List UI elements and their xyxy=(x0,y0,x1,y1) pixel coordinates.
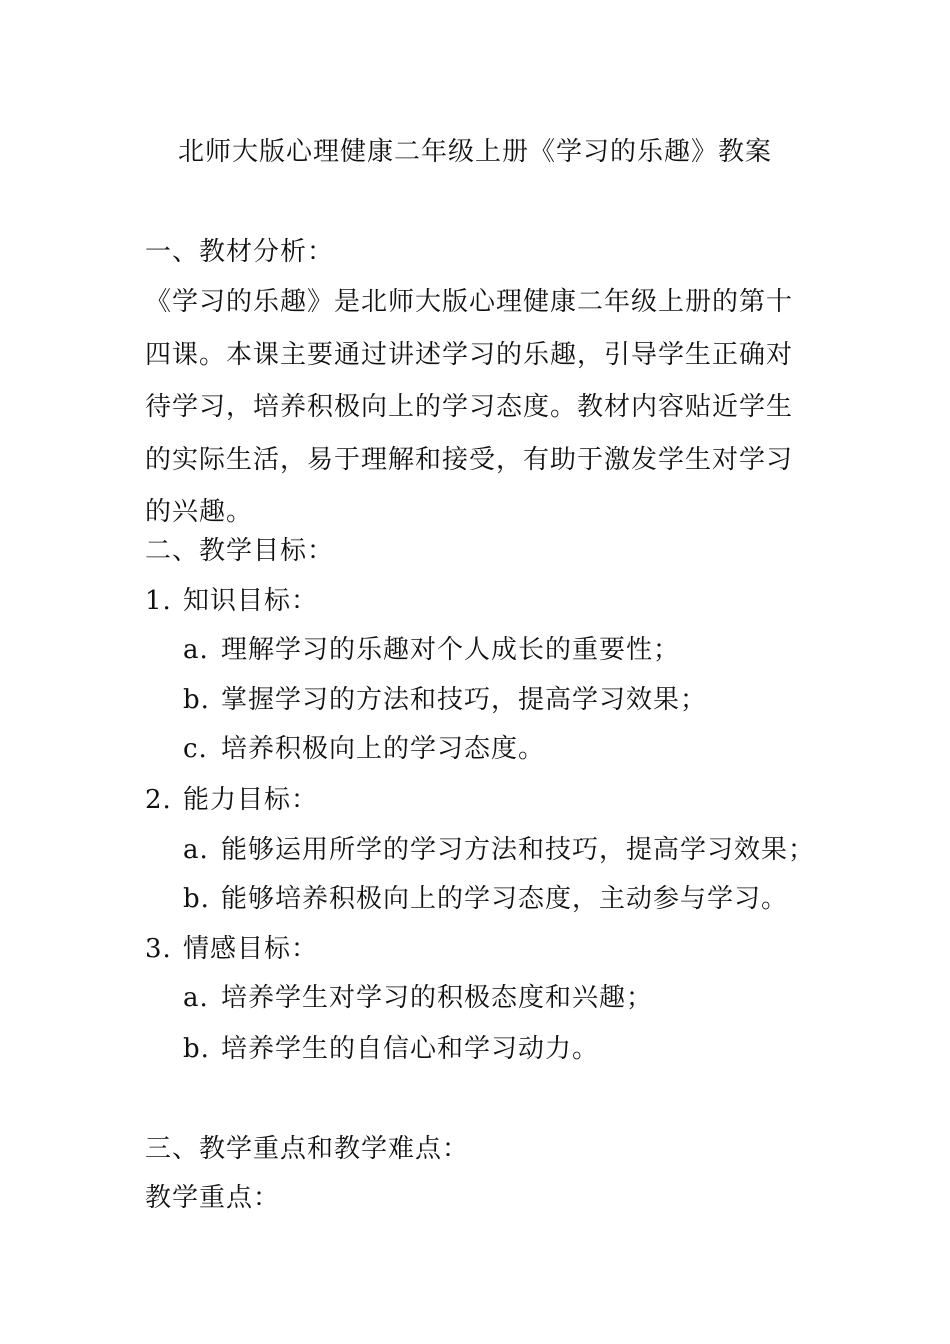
document-title: 北师大版心理健康二年级上册《学习的乐趣》教案 xyxy=(177,137,772,167)
item-text: 能够培养积极向上的学习态度，主动参与学习。 xyxy=(221,884,789,914)
goal-emotion xyxy=(145,929,318,969)
goal-label: 情感目标： xyxy=(183,934,319,964)
item-marker: b. xyxy=(183,685,210,715)
item-text: 能够运用所学的学习方法和技巧，提高学习效果； xyxy=(221,835,816,865)
goal-label: 知识目标： xyxy=(183,586,319,616)
goal-ability xyxy=(145,780,318,820)
section-1-heading: 一、教材分析： xyxy=(145,237,335,267)
item-text: 培养积极向上的学习态度。 xyxy=(221,734,546,764)
item-text: 培养学生对学习的积极态度和兴趣； xyxy=(221,983,654,1013)
list-item xyxy=(183,630,680,670)
list-item xyxy=(183,1029,599,1069)
goal-number: 2. xyxy=(145,785,172,815)
goal-label: 能力目标： xyxy=(183,785,319,815)
item-marker: a. xyxy=(183,983,209,1013)
item-marker: c. xyxy=(183,734,208,764)
section-2-heading: 二、教学目标： xyxy=(145,536,335,566)
item-text: 培养学生的自信心和学习动力。 xyxy=(221,1034,600,1064)
item-marker: a. xyxy=(183,835,209,865)
item-text: 理解学习的乐趣对个人成长的重要性； xyxy=(221,635,681,665)
list-item xyxy=(183,830,815,870)
list-item xyxy=(183,879,788,919)
item-marker: b. xyxy=(183,1034,210,1064)
item-marker: a. xyxy=(183,635,209,665)
section-3-subheading: 教学重点： xyxy=(145,1183,281,1213)
list-item xyxy=(183,729,545,769)
goal-number: 3. xyxy=(145,934,172,964)
section-3-heading: 三、教学重点和教学难点： xyxy=(145,1134,470,1164)
list-item xyxy=(183,978,653,1018)
section-1-body: 《学习的乐趣》是北师大版心理健康二年级上册的第十四课。本课主要通过讲述学习的乐趣，引导学生正确对待学习，培养积极向上的学习态度。教材内容贴近学生的实际生活，易于理解和接受，有助于激发学生对学习的兴趣。 xyxy=(145,287,794,527)
list-item xyxy=(183,680,707,720)
goal-knowledge xyxy=(145,581,318,621)
goal-number: 1. xyxy=(145,586,172,616)
item-text: 掌握学习的方法和技巧，提高学习效果； xyxy=(221,685,708,715)
item-marker: b. xyxy=(183,884,210,914)
